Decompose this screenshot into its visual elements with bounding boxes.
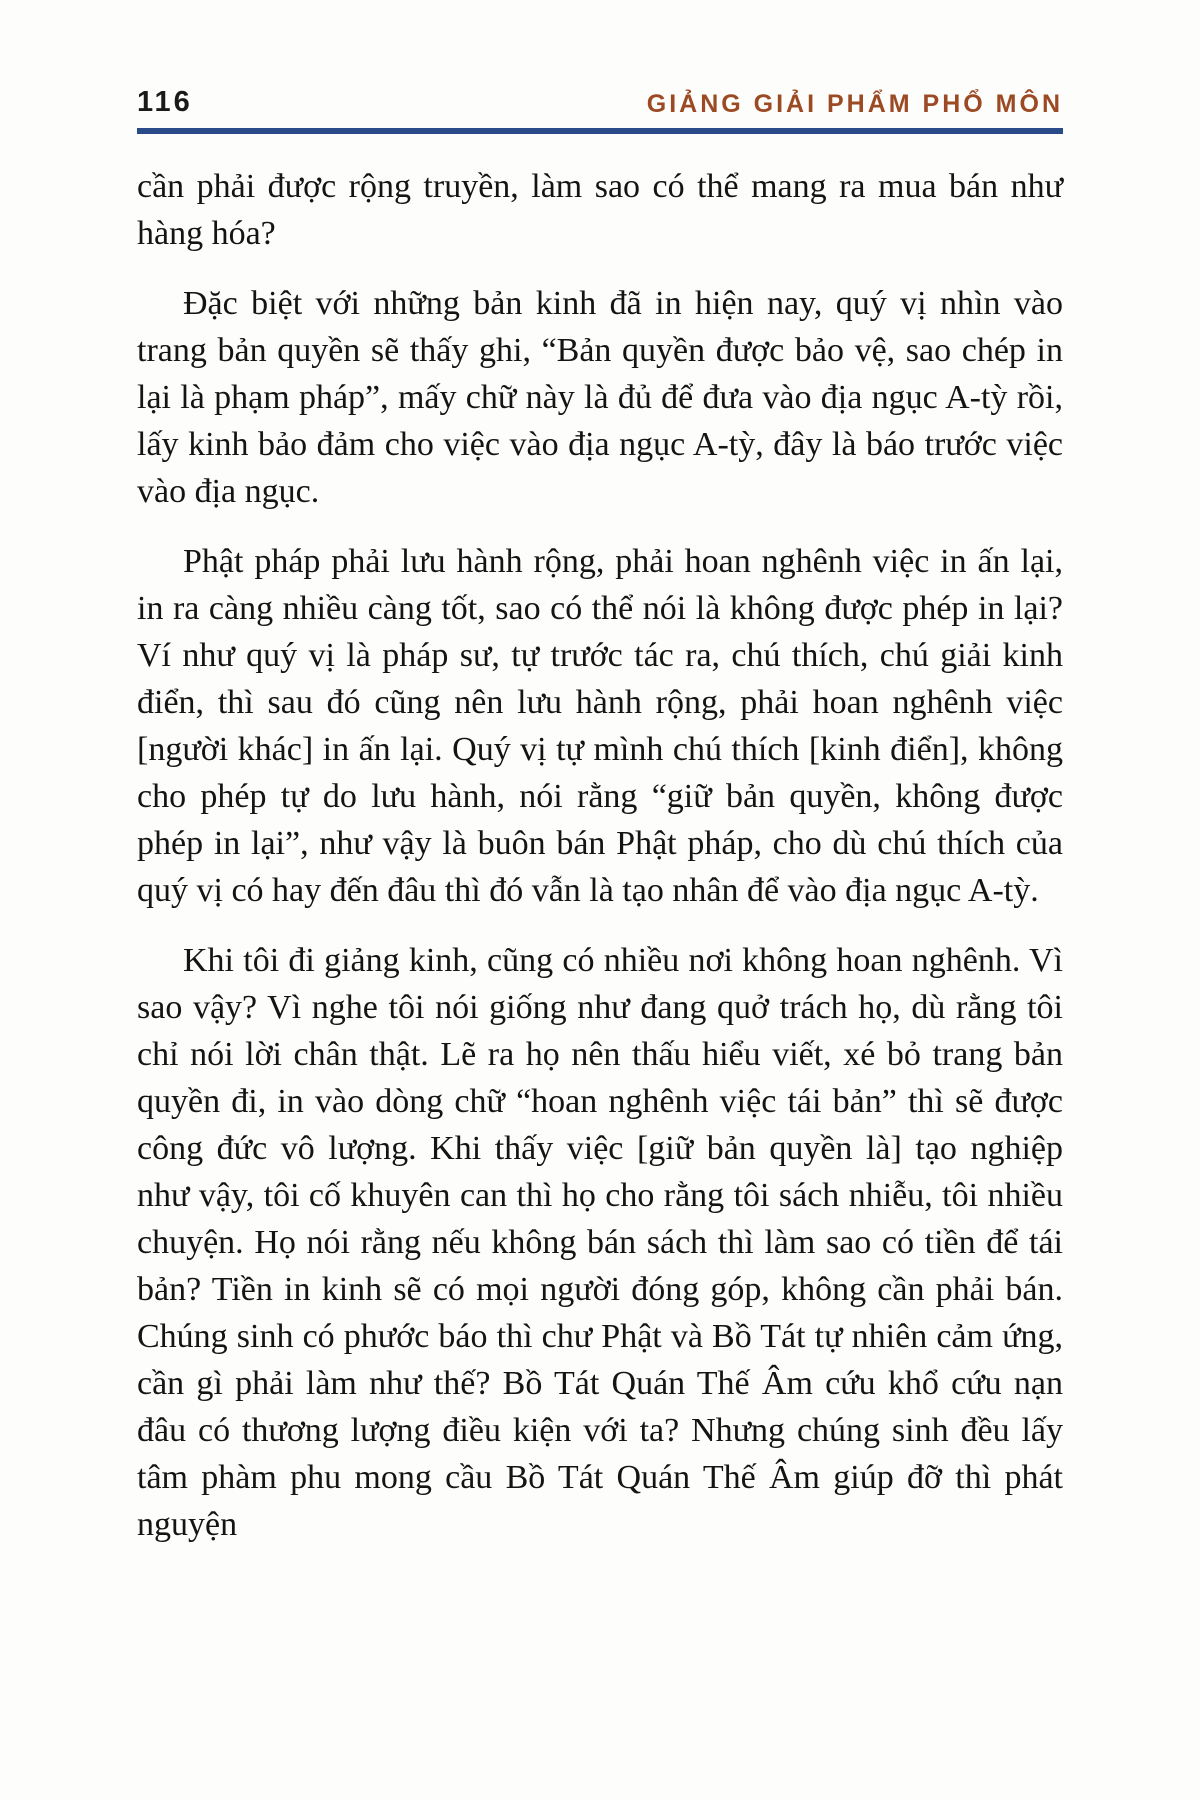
paragraph: Phật pháp phải lưu hành rộng, phải hoan nghênh việc in ấn lại, in ra càng nhiều càng tốt, sao có thể nói là không được phép in lại? Ví như quý vị là pháp sư, tự trước tác ra, chú thích, chú giải kinh điển, thì sau đó cũng nên lưu hành rộng, phải hoan nghênh việc [người khác] in ấn lại. Quý vị tự mình chú thích [kinh điển], không cho phép tự do lưu hành, nói rằng “giữ bản quyền, không được phép in lại”, như vậy là buôn bán Phật pháp, cho dù chú thích của quý vị có hay đến đâu thì đó vẫn là tạo nhân để vào địa ngục A-tỳ.	[137, 543, 1063, 909]
header-divider-rule	[137, 128, 1063, 134]
paragraph: Khi tôi đi giảng kinh, cũng có nhiều nơi không hoan nghênh. Vì sao vậy? Vì nghe tôi nói giống như đang quở trách họ, dù rằng tôi chỉ nói lời chân thật. Lẽ ra họ nên thấu hiểu viết, xé bỏ trang bản quyền đi, in vào dòng chữ “hoan nghênh việc tái bản” thì sẽ được công đức vô lượng. Khi thấy việc [giữ bản quyền là] tạo nghiệp như vậy, tôi cố khuyên can thì họ cho rằng tôi sách nhiễu, tôi nhiều chuyện. Họ nói rằng nếu không bán sách thì làm sao có tiền để tái bản? Tiền in kinh sẽ có mọi người đóng góp, không cần phải bán. Chúng sinh có phước báo thì chư Phật và Bồ Tát tự nhiên cảm ứng, cần gì phải làm như thế? Bồ Tát Quán Thế Âm cứu khổ cứu nạn đâu có thương lượng điều kiện với ta? Nhưng chúng sinh đều lấy tâm phàm phu mong cầu Bồ Tát Quán Thế Âm giúp đỡ thì phát nguyện	[137, 942, 1063, 1543]
page-number: 116	[137, 86, 193, 118]
paragraph: Đặc biệt với những bản kinh đã in hiện nay, quý vị nhìn vào trang bản quyền sẽ thấy ghi, “Bản quyền được bảo vệ, sao chép in lại là phạm pháp”, mấy chữ này là đủ để đưa vào địa ngục A-tỳ rồi, lấy kinh bảo đảm cho việc vào địa ngục A-tỳ, đây là báo trước việc vào địa ngục.	[137, 285, 1063, 510]
running-header-title: GIẢNG GIẢI PHẨM PHỔ MÔN	[646, 90, 1063, 118]
paragraph: cần phải được rộng truyền, làm sao có thể mang ra mua bán như hàng hóa?	[137, 168, 1063, 252]
body-text	[137, 163, 1063, 1548]
page-header	[137, 88, 1063, 117]
